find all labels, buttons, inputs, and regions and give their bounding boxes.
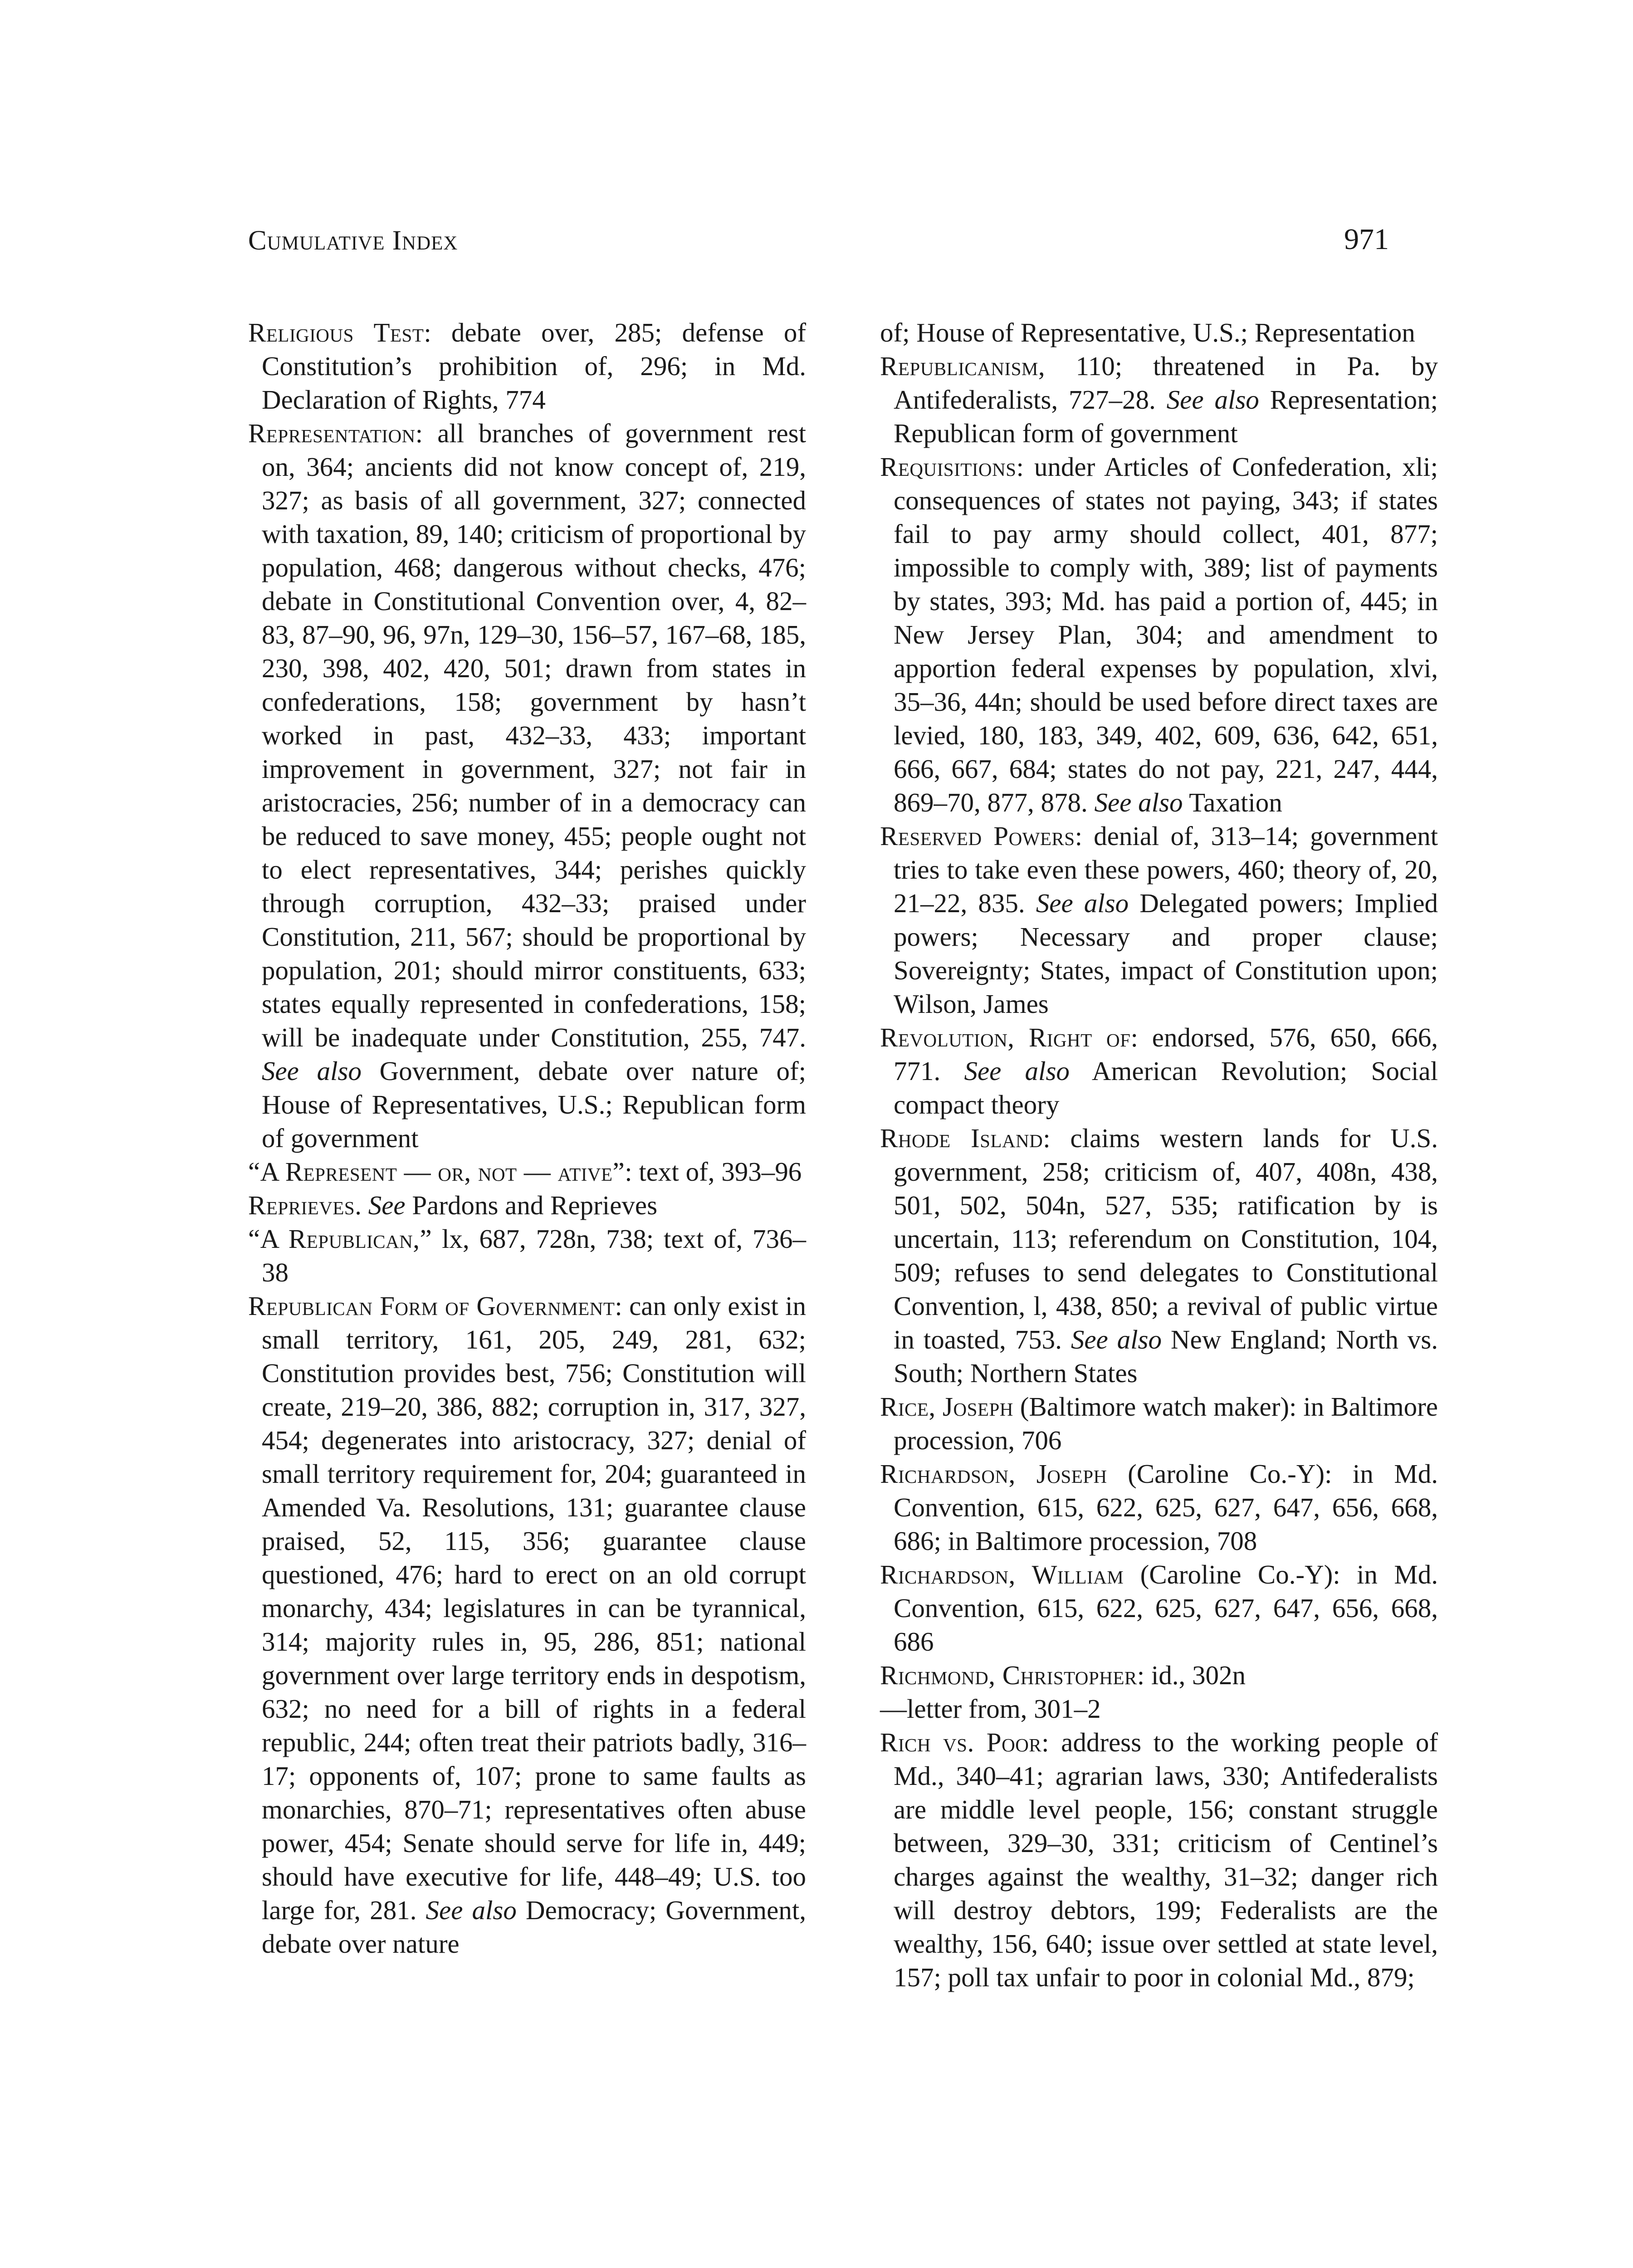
index-entry <box>248 1289 806 1960</box>
index-entry <box>880 1121 1438 1390</box>
entry-text-tail: Democracy; Government, debate over nature <box>262 1895 807 1959</box>
index-entry <box>248 1155 806 1188</box>
entry-text: : address to the working people of Md., 340–41; agrarian laws, 330; Antifederalists are middle level people, 156; constant struggle between, 329–30, 331; criticism of Centinel’s charges against the wealthy, 31–32; danger rich will destroy debtors, 199; Federalists are the wealthy, 156, 640; issue over settled at state level, 157; poll tax unfair to poor in colonial Md., 879; <box>894 1727 1438 1992</box>
entry-headword: Rich vs. Poor <box>880 1727 1042 1757</box>
entry-text: : all branches of government rest on, 364; ancients did not know concept of, 219, 327; as basis of all government, 327; connected with taxation, 89, 140; criticism of proportional by population, 468; dangerous without checks, 476; debate in Constitutional Convention over, 4, 82–83, 87–90, 96, 97n, 129–30, 156–57, 167–68, 185, 230, 398, 402, 420, 501; drawn from states in confederations, 158; government by hasn’t worked in past, 432–33, 433; important improvement in government, 327; not fair in aristocracies, 256; number of in a democracy can be reduced to save money, 455; people ought not to elect representatives, 344; perishes quickly through corruption, 432–33; praised under Constitution, 211, 567; should be proportional by population, 201; should mirror constituents, 633; states equally represented in confederations, 158; will be inadequate under Constitution, 255, 747. <box>262 418 806 1052</box>
entry-text-tail: Representation; Republican form of government <box>894 385 1438 448</box>
entry-text: : endorsed, 576, 650, 666, 771. <box>894 1022 1438 1086</box>
see-also-reference: See also <box>425 1895 517 1925</box>
entry-text: : id., 302n <box>1137 1660 1246 1690</box>
index-entry <box>248 416 806 1155</box>
entry-headword: Republican Form of Government <box>248 1291 615 1321</box>
page-number: 971 <box>1344 223 1389 256</box>
entry-text-tail: Government, debate over nature of; House of Representatives, U.S.; Republican form of government <box>262 1056 806 1153</box>
index-entry <box>880 1658 1438 1692</box>
index-entry <box>880 1390 1438 1457</box>
entry-text: lx, 687, 728n, 738; text of, 736–38 <box>262 1224 806 1287</box>
entry-headword: Reserved Powers <box>880 821 1075 851</box>
index-entry <box>248 1188 806 1222</box>
entry-headword: Richardson, William <box>880 1559 1124 1589</box>
entry-headword: Religious Test <box>248 318 424 347</box>
entry-headword: “A Republican,” <box>248 1224 432 1254</box>
entry-text-tail: Pardons and Reprieves <box>405 1190 658 1220</box>
index-entry-continued <box>880 316 1438 349</box>
entry-text: : text of, 393–96 <box>625 1157 802 1187</box>
entry-headword: Requisitions <box>880 452 1017 482</box>
see-also-reference: See also <box>1094 787 1183 817</box>
entry-headword: Rhode Island <box>880 1123 1043 1153</box>
entry-headword: Representation <box>248 418 416 448</box>
entry-text: of; House of Representative, U.S.; Representation <box>880 318 1415 347</box>
entry-text: (Caroline Co.-Y): in Md. Convention, 615, 622, 625, 627, 647, 656, 668, 686; in Baltimore procession, 708 <box>894 1459 1438 1556</box>
entry-text-tail: Taxation <box>1183 787 1282 817</box>
see-also-reference: See also <box>1036 888 1129 918</box>
entry-text-tail: Delegated powers; Implied powers; Necessary and proper clause; Sovereignty; States, impact of Constitution upon; Wilson, James <box>894 888 1438 1019</box>
see-reference: See <box>368 1190 406 1220</box>
index-subentry <box>880 1692 1438 1725</box>
entry-headword: Richardson, Joseph <box>880 1459 1107 1489</box>
entry-headword: Rice, Joseph <box>880 1392 1013 1422</box>
entry-text-tail: American Revolution; Social compact theory <box>894 1056 1438 1119</box>
entry-headword: Reprieves <box>248 1190 355 1220</box>
entry-headword: Richmond, Christopher <box>880 1660 1137 1690</box>
entry-text: , 110; threatened in Pa. by Antifederalists, 727–28. <box>894 351 1438 415</box>
running-head: Cumulative Index <box>248 225 458 256</box>
entry-text: : debate over, 285; defense of Constitution’s prohibition of, 296; in Md. Declaration of Rights, 774 <box>262 318 806 415</box>
see-also-reference: See also <box>262 1056 362 1086</box>
entry-text: : claims western lands for U.S. government, 258; criticism of, 407, 408n, 438, 501, 502, 504n, 527, 535; ratification by is uncertain, 113; referendum on Constitution, 104, 509; refuses to send delegates to Constitutional Convention, l, 438, 850; a revival of public virtue in toasted, 753. <box>894 1123 1438 1354</box>
index-entry <box>248 1222 806 1289</box>
entry-headword: “A Represent — or, not — ative” <box>248 1157 625 1187</box>
entry-text: —letter from, 301–2 <box>880 1694 1101 1724</box>
index-column-left <box>248 316 806 1960</box>
index-entry <box>880 1021 1438 1121</box>
entry-text: (Baltimore watch maker): in Baltimore procession, 706 <box>894 1392 1438 1455</box>
entry-text: : denial of, 313–14; government tries to take even these powers, 460; theory of, 20, 21–22, 835. <box>894 821 1438 918</box>
entry-headword: Republicanism <box>880 351 1038 381</box>
index-entry <box>880 450 1438 819</box>
index-entry <box>880 349 1438 450</box>
entry-text: . <box>355 1190 368 1220</box>
see-also-reference: See also <box>1071 1325 1162 1354</box>
entry-text-tail: New England; North vs. South; Northern States <box>894 1325 1438 1388</box>
index-entry <box>880 1558 1438 1658</box>
see-also-reference: See also <box>1166 385 1259 415</box>
index-entry <box>880 1725 1438 1994</box>
index-column-right <box>880 316 1438 1994</box>
index-entry <box>248 316 806 416</box>
entry-headword: Revolution, Right of <box>880 1022 1131 1052</box>
see-also-reference: See also <box>964 1056 1070 1086</box>
entry-text: : can only exist in small territory, 161, 205, 249, 281, 632; Constitution provides best, 756; Constitution will create, 219–20, 386, 882; corruption in, 317, 327, 454; degenerates into aristocracy, 327; denial of small territory requirement for, 204; guaranteed in Amended Va. Resolutions, 131; guarantee clause praised, 52, 115, 356; guarantee clause questioned, 476; hard to erect on an old corrupt monarchy, 434; legislatures in can be tyrannical, 314; majority rules in, 95, 286, 851; national government over large territory ends in despotism, 632; no need for a bill of rights in a federal republic, 244; often treat their patriots badly, 316–17; opponents of, 107; prone to same faults as monarchies, 870–71; representatives often abuse power, 454; Senate should serve for life in, 449; should have executive for life, 448–49; U.S. too large for, 281. <box>262 1291 807 1925</box>
entry-text: : under Articles of Confederation, xli; consequences of states not paying, 343; if states fail to pay army should collect, 401, 877; impossible to comply with, 389; list of payments by states, 393; Md. has paid a portion of, 445; in New Jersey Plan, 304; and amendment to apportion federal expenses by population, xlvi, 35–36, 44n; should be used before direct taxes are levied, 180, 183, 349, 402, 609, 636, 642, 651, 666, 667, 684; states do not pay, 221, 247, 444, 869–70, 877, 878. <box>894 452 1438 817</box>
index-entry <box>880 819 1438 1021</box>
index-entry <box>880 1457 1438 1558</box>
entry-text: (Caroline Co.-Y): in Md. Convention, 615, 622, 625, 627, 647, 656, 668, 686 <box>894 1559 1438 1657</box>
